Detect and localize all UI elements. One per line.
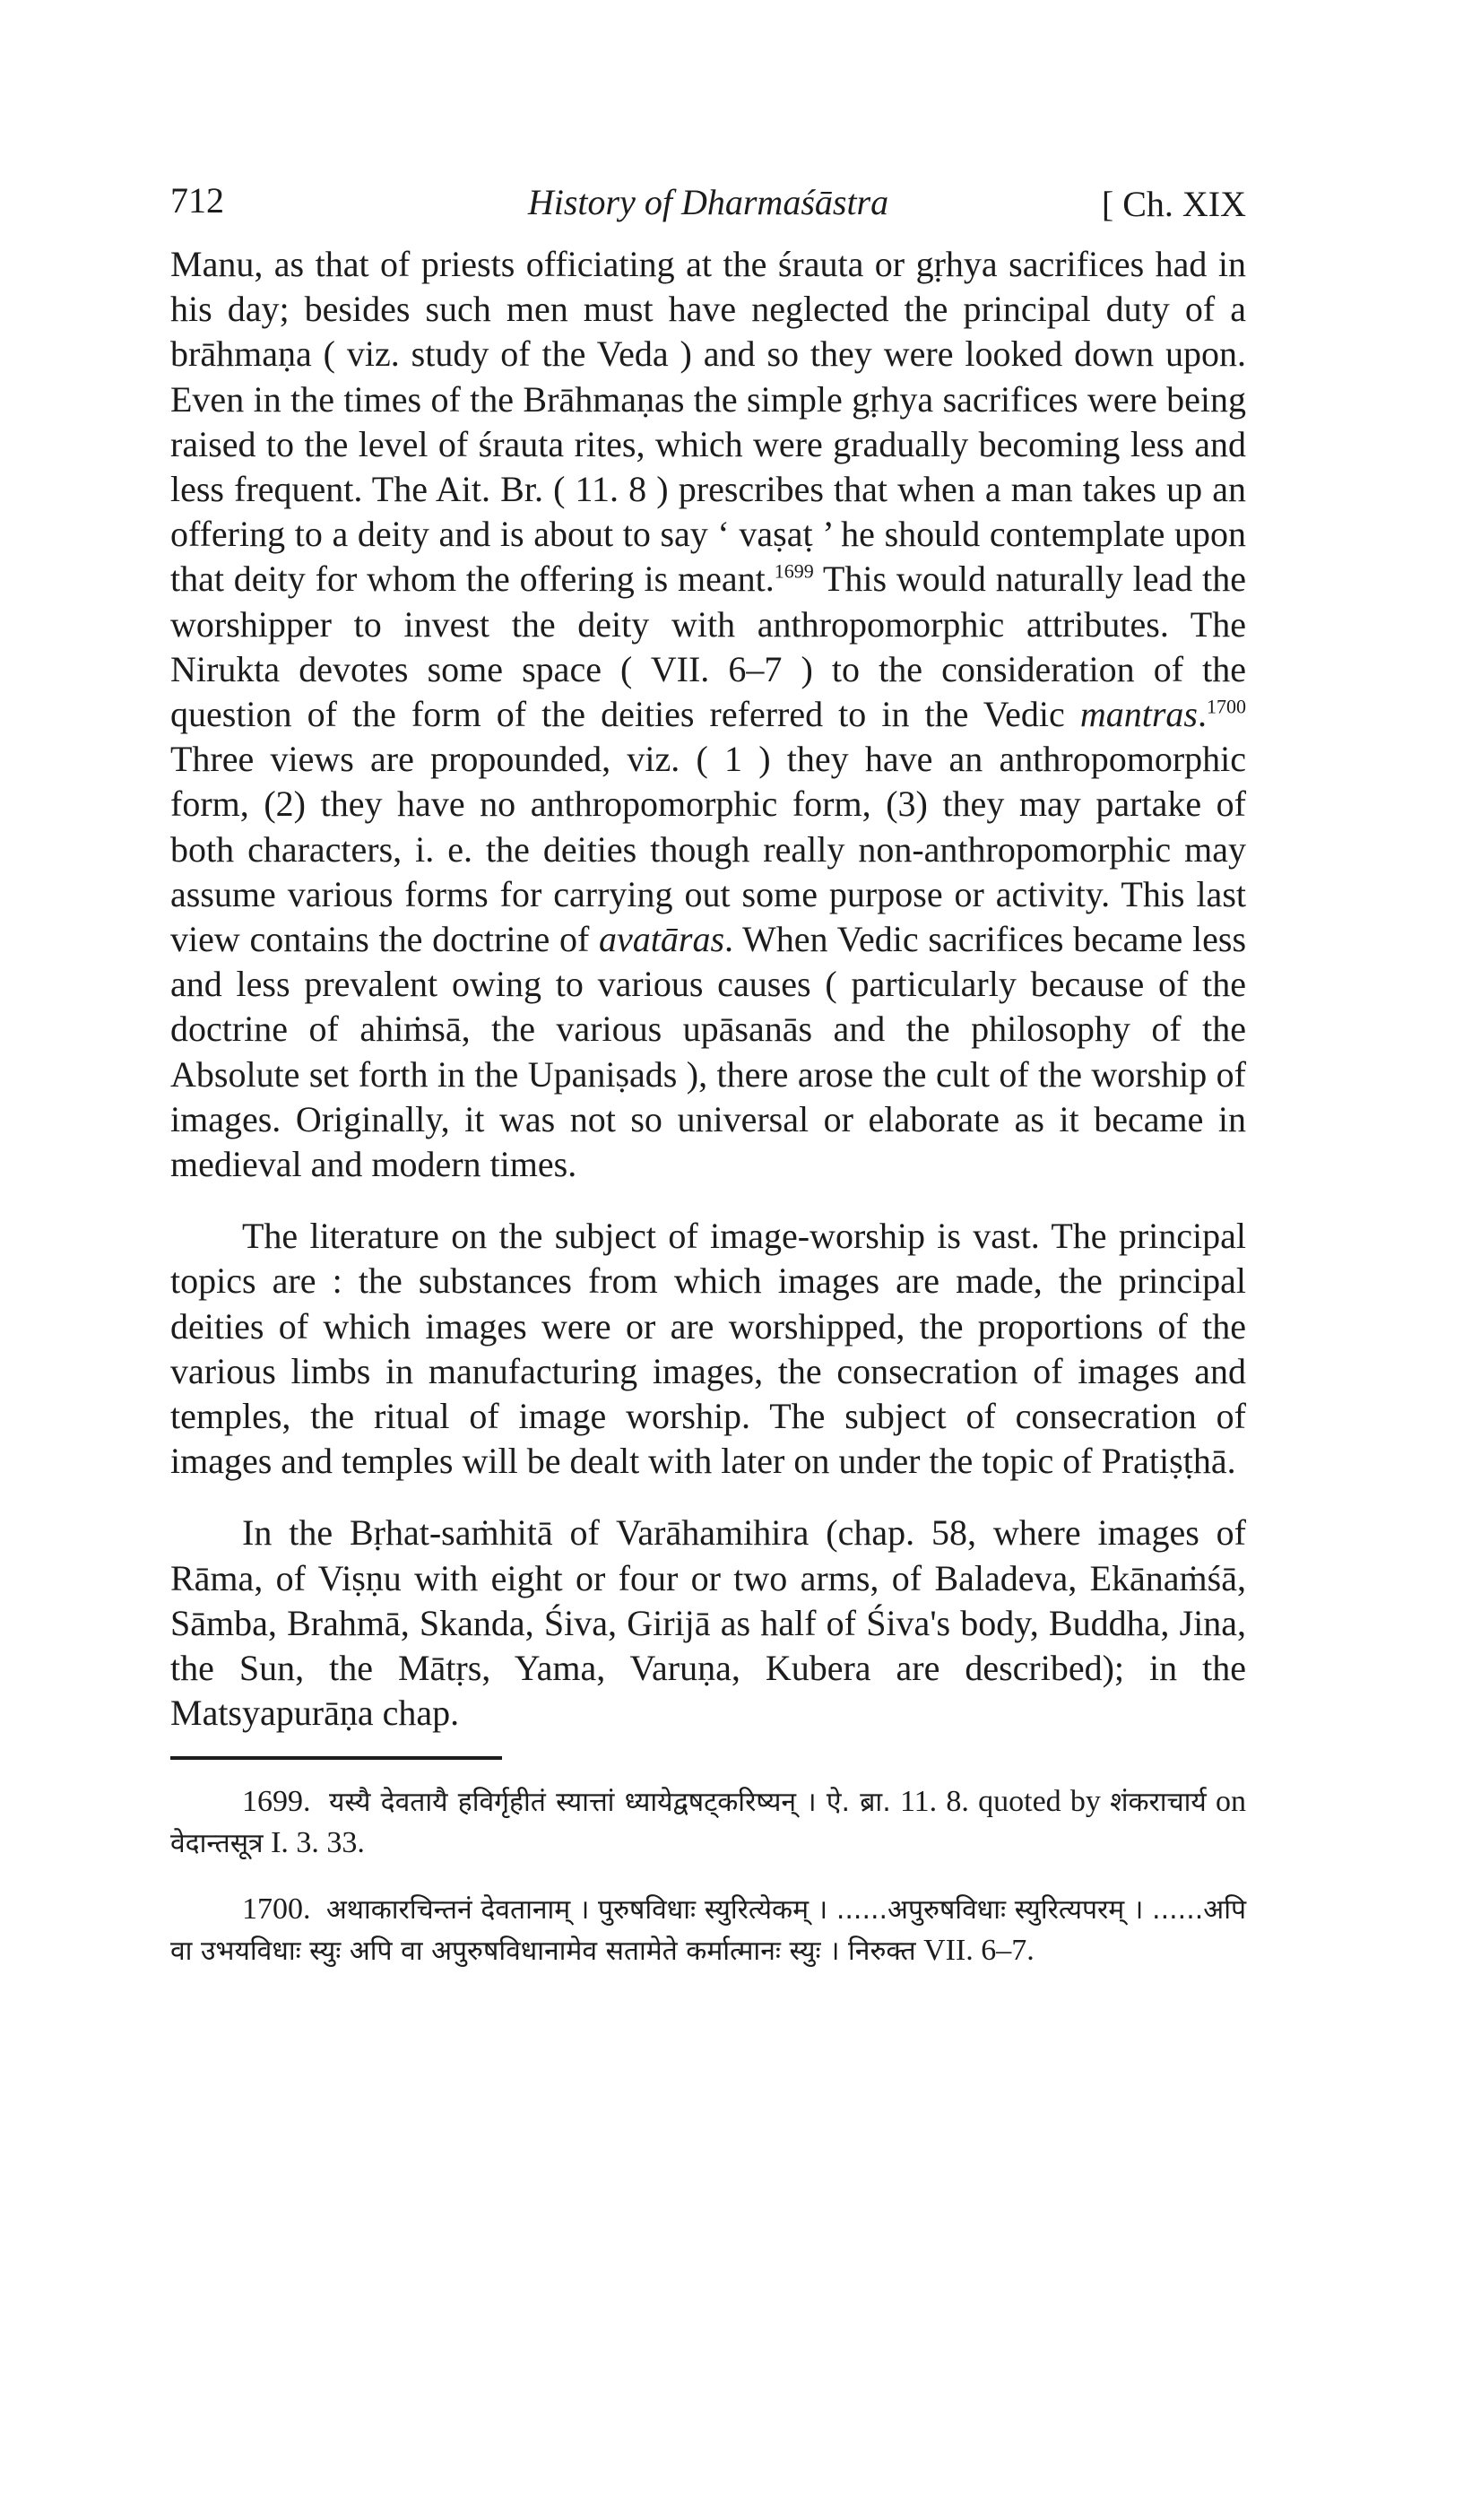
footnote-ref-1699: 1699 [774,560,814,584]
footnote-1699: 1699. यस्यै देवतायै हविर्गृहीतं स्यात्तां ध्यायेद्वषट्करिष्यन् । ऐ. ब्रा. 11. 8. quoted by शंकराचार्य on वेदान्तसूत्र I. 3. 33. [170,1784,1247,1859]
running-title: History of Dharmaśāstra [527,182,889,222]
footnote-1700: 1700. अथाकारचिन्तनं देवतानाम् । पुरुषविधाः स्युरित्येकम् । ......अपुरुषविधाः स्युरित्यपरम् । ......अपि वा उभयविधाः स्युः अपि वा अपुरुषविधानामेव सतामेते कर्मात्मानः स्युः । निरुक्त VII. 6–7. [170,1892,1246,1967]
book-page [170,179,1246,1971]
chapter-label: [ Ch. XIX [1101,184,1246,224]
footnote-divider [170,1756,502,1760]
page-header [170,179,1246,242]
page-number: 712 [170,180,224,221]
italic-mantras: mantras [1079,694,1198,735]
main-text [170,242,1246,1736]
footnote-ref-1700: 1700 [1207,695,1246,718]
italic-avataras: avatāras [599,919,725,960]
footnotes [170,1781,1246,1971]
paragraph-3: In the Bṛhat-saṁhitā of Varāhamihira (chap. 58, where images of Rāma, of Viṣṇu with eight or four or two arms, of Baladeva, Ekānaṁśā, Sāmba, Brahmā, Skanda, Śiva, Girijā as half of Śiva's body, Buddha, Jina, the Sun, the Mātṛs, Yama, Varuṇa, Kubera are described); in the Matsyapurāṇa chap. [170,1512,1246,1734]
paragraph-1: Manu, as that of priests officiating at the śrauta or gṛhya sacrifices had in his day; besides such men must have neglected the principal duty of a brāhmaṇa ( viz. study of the Veda ) and so they were looked down upon. Even in the times of the Brāhmaṇas the simple gṛhya sacrifices were being raised to the level of śrauta rites, which were gradually becoming less and less frequent. The Ait. Br. ( 11. 8 ) prescribes that when a man takes up an offering to a deity and is about to say ‘ vaṣaṭ ’ he should contemplate upon that deity for whom the offering is meant.$^{1699}$ This would naturally lead the worshipper to invest the deity with anthropomorphic attributes. The Nirukta devotes some space ( VII. 6–7 ) to the consideration of the question of the form of the deities referred to in the Vedic mantras.$^{1700}$ Three views are propounded, viz. ( 1 ) they have an anthropomorphic form, (2) they have no anthropomorphic form, (3) they may partake of both characters, i. e. the deities though really non-anthropomorphic may assume various forms for carrying out some purpose or activity. This last view contains the doctrine of avatāras. When Vedic sacrifices became less and less prevalent owing to various causes ( particularly because of the doctrine of ahiṁsā, the various upāsanās and the philosophy of the Absolute set forth in the Upaniṣads ), there arose the cult of the worship of images. Originally, it was not so universal or elaborate as it became in medieval and modern times. [170,244,1247,1185]
paragraph-2: The literature on the subject of image-worship is vast. The principal topics are : the substances from which images are made, the principal deities of which images were or are worshipped, the proportions of the various limbs in manufacturing images, the consecration of images and temples, the ritual of image worship. The subject of consecration of images and temples will be dealt with later on under the topic of Pratiṣṭhā. [170,1216,1246,1482]
